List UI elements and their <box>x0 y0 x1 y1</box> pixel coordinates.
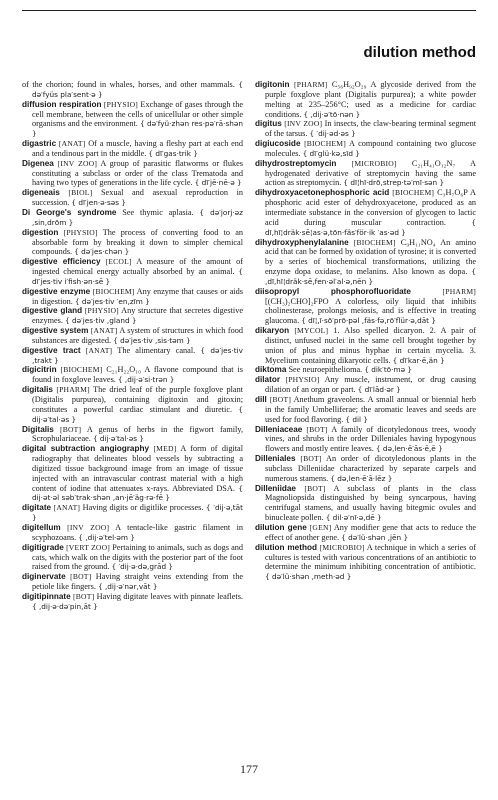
entry-field-label: [PHYSIO] <box>285 375 320 385</box>
dictionary-entry <box>22 257 243 287</box>
entry-definition: Any modifier gene that acts to reduce the effect of another gene. <box>265 522 476 542</box>
entry-pronunciation: { də′jorj·əz ,sin,drōm } <box>32 207 243 227</box>
entry-definition: Exchange of gases through the cell membrane, between the cells of unicellular or other simple organisms and the environment. <box>32 99 243 129</box>
dictionary-entry <box>22 425 243 445</box>
entry-pronunciation: { dī′jes·tiv i′fish·ən·sē } <box>32 267 243 286</box>
entry-headword: digitigrade <box>22 542 64 552</box>
entry-field-label: [ANAT] <box>85 345 113 355</box>
entry-headword: digitus <box>255 119 282 129</box>
entry-pronunciation: { ,dij·ə′nər,vāt } <box>97 582 158 592</box>
right-column <box>255 80 476 700</box>
dictionary-entry <box>22 287 243 307</box>
entry-headword: Dilleniaceae <box>255 424 303 434</box>
entry-field-label: [BOT] <box>59 424 82 434</box>
entry-field-label: [BOT] <box>70 572 92 582</box>
dictionary-entry <box>255 484 476 523</box>
entry-definition: C₃H₇O₆P A phosphoric acid ester of dehydroxyacetone, produced as an intermediate substance in the conversion of glycogen to lactic acid during muscular contraction. <box>265 188 476 227</box>
dictionary-entry <box>22 326 243 346</box>
dictionary-entry <box>255 287 476 326</box>
entry-definition: C₂₁H₂₂O₁₀ A flavone compound that is found in foxglove leaves. <box>32 365 243 385</box>
entry-pronunciation: { də,len·ē′ā·lēz } <box>330 473 393 483</box>
dictionary-entry <box>22 572 243 592</box>
entry-pronunciation: { dī′gas·trik } <box>148 148 198 158</box>
entry-headword: digeneais <box>22 188 60 198</box>
entry-field-label: [PHARM] <box>293 80 328 89</box>
entry-field-label: [BIOCHEM] <box>60 365 103 375</box>
entry-definition: Any muscle, instrument, or drug causing dilation of an organ or part. <box>265 375 476 395</box>
entry-definition: A family of dicotyledonous trees, woody vines, and shrubs in the order Dilleniales having hypogynous flowers and mostly entire leaves. <box>265 424 476 454</box>
entry-field-label: [PHARM] <box>442 286 476 296</box>
dictionary-entry <box>255 188 476 237</box>
entry-field-label: [BIOCHEM] <box>353 237 396 247</box>
dictionary-entry <box>22 444 243 503</box>
dictionary-entry <box>22 228 243 258</box>
entry-definition: The alimentary canal. <box>117 345 196 355</box>
entry-definition: In insects, the claw-bearing terminal segment of the tarsus. <box>265 119 476 139</box>
dictionary-entry <box>255 523 476 543</box>
entry-pronunciation: { də′fyüs pla′sent·ə } <box>32 80 243 99</box>
entry-headword: diisopropyl phosphorofluoridate <box>255 286 411 296</box>
entry-pronunciation: { də′lü·shən ,meth·əd } <box>265 572 352 582</box>
entry-field-label: [INV ZOO] <box>284 119 323 129</box>
entry-pronunciation: { ,dij·ə′tō·nən } <box>303 109 361 119</box>
entry-definition: The process of converting food to an absorbable form by breaking it down to simpler chemical compounds. <box>32 227 243 257</box>
entry-definition: An order of dicotyledonous plants in the subclass Dilleniidae characterized by separate carpels and numerous stamens. <box>265 454 476 483</box>
entry-headword: Di George's syndrome <box>22 207 117 217</box>
entry-pronunciation: { dī¦hī·drō,strep·tə′mī·sən } <box>343 178 445 188</box>
entry-headword: Digenea <box>22 158 54 168</box>
entry-pronunciation: { də′jes·tiv ,trakt } <box>32 345 243 365</box>
entry-field-label: [INV ZOO] <box>57 158 98 168</box>
entry-headword: digitate <box>22 503 52 513</box>
entry-pronunciation: { də′jes·chən } <box>74 247 130 257</box>
entry-pronunciation: { dī,hī¦dräk·sē¦as·ə,tōn·fäs′för·ik ′as·əd } <box>265 217 476 237</box>
entry-field-label: [BIOCHEM] <box>92 286 135 296</box>
entry-definition: Anethum graveolens. A small annual or biennial herb in the family Umbelliferae; the aromatic leaves and seeds are used for food flavoring. <box>265 395 476 424</box>
entry-definition: A genus of herbs in the figwort family, Scrophulariaceae. <box>32 424 243 444</box>
entry-headword: digitipinnate <box>22 591 71 601</box>
entry-field-label: [BIOCHEM] <box>304 139 346 149</box>
dictionary-entry <box>22 523 243 543</box>
entry-headword: digitonin <box>255 80 290 89</box>
dictionary-entry <box>255 454 476 484</box>
entry-pronunciation: { dī′jē·nē·ə } <box>194 178 242 188</box>
dictionary-entry <box>22 80 243 100</box>
entry-pronunciation: { də′jes·tiv ,sis·təm } <box>113 335 191 345</box>
entry-field-label: [ANAT] <box>58 139 86 149</box>
header-rule <box>22 10 476 11</box>
entry-pronunciation: { dī′kar·ē,än } <box>392 355 445 365</box>
entry-headword: dilator <box>255 375 281 385</box>
entry-field-label: [ANAT] <box>90 326 118 336</box>
entry-pronunciation: { dī′jen·ə·səs } <box>71 198 127 208</box>
entry-pronunciation: { dij·ə′tal·əs } <box>92 434 144 444</box>
left-column <box>22 80 243 700</box>
entry-field-label: [BOT] <box>269 395 292 404</box>
entry-field-label: [MICROBIO] <box>351 158 397 168</box>
entry-headword: digitellum <box>22 522 61 532</box>
entry-pronunciation: { dī¦,ī·sō′prō·pəl ,fäs·fə,rō′flür·ə,dāt } <box>301 316 437 326</box>
dictionary-entry <box>22 159 243 189</box>
entry-field-label: [BOT] <box>304 483 326 493</box>
dictionary-entry <box>255 543 476 582</box>
page-body <box>22 80 476 700</box>
dictionary-entry <box>22 365 243 385</box>
entry-pronunciation: { dij·ət·əl səb′trak·shən ,an·jē′äg·rə·fē } <box>32 483 243 503</box>
entry-field-label: [INV ZOO] <box>67 522 110 532</box>
entry-definition: Having digitate leaves with pinnate leaflets. <box>96 591 243 601</box>
entry-pronunciation: { ,dij·ə′tel·əm } <box>78 532 135 542</box>
entry-definition: [(CH₃)₂CHO]₂FPO A colorless, oily liquid that inhibits cholinesterase, prolongs meiosis, and is effective in treating glaucoma. <box>265 296 476 326</box>
entry-headword: dilution gene <box>255 522 307 532</box>
entry-definition: See thymic aplasia. <box>122 207 194 217</box>
entry-pronunciation: { ,dij·ə′si·trən } <box>117 375 175 385</box>
entry-headword: diginervate <box>22 572 66 582</box>
entry-definition: Any enzyme that causes or aids in digestion. <box>32 286 243 306</box>
entry-definition: 1. Also spelled dicaryon. 2. A pair of distinct, unfused nuclei in the same cell brought together by union of plus and minus hyphae in certain mycelia. 3. Mycelium containing dikaryotic cells. <box>265 326 476 365</box>
entry-headword: dill <box>255 395 267 404</box>
dictionary-entry <box>22 100 243 139</box>
entry-definition: A measure of the amount of ingested chemical energy actually absorbed by an animal. <box>32 257 243 277</box>
entry-headword: Dilleniidae <box>255 483 296 493</box>
dictionary-entry <box>22 592 243 612</box>
dictionary-entry <box>255 119 476 139</box>
entry-pronunciation: { də′lü·shən ,jēn } <box>341 532 409 542</box>
entry-field-label: [PHARM] <box>56 385 90 395</box>
entry-field-label: [MYCOL] <box>294 326 329 336</box>
entry-pronunciation: { dij·ə′tal·əs } <box>32 404 243 424</box>
entry-headword: digastric <box>22 139 57 149</box>
entry-definition: Pertaining to animals, such as dogs and cats, which walk on the digits with the posterior part of the foot raised from the ground. <box>32 542 243 572</box>
entry-definition: Having straight veins extending from the petiole like fingers. <box>32 572 243 592</box>
dictionary-entry <box>255 139 476 159</box>
entry-headword: diktoma <box>255 365 287 375</box>
entry-field-label: [BIOL] <box>68 188 93 198</box>
entry-pronunciation: { dī′glü·kə,sīd } <box>302 148 360 158</box>
entry-pronunciation: { ′dij·əd·əs } <box>309 129 356 139</box>
entry-headword: digestion <box>22 227 59 237</box>
entry-field-label: [ECOL] <box>105 257 132 267</box>
entry-field-label: [BOT] <box>300 454 322 464</box>
entry-pronunciation: { də′jes·tiv ,gland } <box>65 316 137 326</box>
entry-definition: A subclass of plants in the class Magnoliopsida distinguished by being syncarpous, having centrifugal stamens, and usually having bitegmic ovules and binucleate pollen. <box>265 483 476 523</box>
entry-definition: C₉H₁₁NO₄ An amino acid that can be formed by oxidation of tyrosine; it is converted by a series of biochemical transformations, utilizing the enzyme dopa oxidase, to melanins. Also known as dopa. <box>265 237 476 277</box>
entry-pronunciation: { də′fyü·zhən res·pə′rā·shən } <box>32 119 243 139</box>
dictionary-entry <box>255 375 476 395</box>
dictionary-entry <box>22 139 243 159</box>
entry-field-label: [MED] <box>153 444 177 454</box>
entry-pronunciation: { ′dij·ə·də,grād } <box>111 562 174 572</box>
entry-definition: A form of digital radiography that delineates blood vessels by subtracting a digitized tissue background image from an image of tissue injected with an intravascular contrast material with a high content of iodine that attenuates x-rays. Abbreviated DSA. <box>32 444 243 493</box>
entry-field-label: [PHYSIO] <box>63 227 98 237</box>
entry-field-label: [PHYSIO] <box>84 306 119 316</box>
entry-headword: digestive efficiency <box>22 257 101 267</box>
entry-definition: Any structure that secretes digestive enzymes. <box>32 306 243 326</box>
entry-definition: See neuroepithelioma. <box>288 365 363 375</box>
entry-pronunciation: { ′dij·ə,tāt } <box>32 503 243 523</box>
dictionary-entry <box>22 188 243 208</box>
entry-pronunciation: { də,len·ē′ās·ē,ē } <box>375 444 443 454</box>
entry-definition: Sexual and asexual reproduction in succession. <box>32 188 243 208</box>
running-head: dilution method <box>363 44 476 61</box>
dictionary-entry <box>255 365 476 375</box>
entry-pronunciation: { dil·ə′nī·ə,dē } <box>325 513 382 523</box>
dictionary-entry <box>255 326 476 365</box>
entry-definition: A technique in which a series of cultures is tested with various concentrations of an antibiotic to determine the minimum inhibiting concentration of antibiotic. <box>265 542 476 572</box>
entry-pronunciation: { dī′lād·ər } <box>357 385 401 395</box>
entry-pronunciation: { ,dij·ə·də′pin,āt } <box>32 601 98 611</box>
entry-definition: of the chorion; found in whales, horses, and other mammals. <box>22 80 235 89</box>
entry-headword: dikaryon <box>255 326 290 336</box>
entry-headword: Digitalis <box>22 424 54 434</box>
dictionary-entry <box>255 395 476 425</box>
dictionary-entry <box>22 543 243 573</box>
entry-field-label: [GEN] <box>309 522 332 532</box>
entry-headword: Dilleniales <box>255 454 296 464</box>
dictionary-entry <box>22 346 243 366</box>
entry-headword: digestive tract <box>22 345 81 355</box>
entry-headword: digestive system <box>22 326 89 336</box>
entry-headword: dihydroxyacetonephosphoric acid <box>255 188 390 198</box>
entry-headword: dilution method <box>255 542 317 552</box>
entry-definition: A group of parasitic flatworms or flukes constituting a subclass or order of the class Trematoda and having two types of generations in the life cycle. <box>32 158 243 188</box>
entry-pronunciation: { də′jes·tiv ′en,zīm } <box>74 296 150 306</box>
entry-headword: digestive gland <box>22 306 83 316</box>
entry-headword: digestive enzyme <box>22 286 91 296</box>
dictionary-entry <box>255 238 476 287</box>
entry-definition: C₅₆H₉₂O₂₉ A glycoside derived from the purple foxglove plant (Digitalis purpurea); a white powder melting at 235–256°C; used as a medicine for cardiac conditions. <box>265 80 476 119</box>
entry-definition: A system of structures in which food substances are digested. <box>32 326 243 345</box>
entry-headword: dihydroxyphenylalanine <box>255 237 349 247</box>
entry-field-label: [BOT] <box>73 591 95 601</box>
entry-definition: Of a muscle, having a fleshy part at each end and a tendinous part in the middle. <box>32 139 243 158</box>
dictionary-entry <box>22 306 243 326</box>
entry-definition: The dried leaf of the purple foxglove plant (Digitalis purpurea), containing digitoxin and gitoxin; constitutes a powerful cardiac stimulant and diuretic. <box>32 385 243 414</box>
entry-definition: A compound containing two glucose molecules. <box>265 139 476 158</box>
page-number: 177 <box>240 762 258 776</box>
entry-pronunciation: { dik′tō·mə } <box>364 365 413 375</box>
entry-headword: digital subtraction angiography <box>22 444 150 454</box>
entry-field-label: [ANAT] <box>53 503 81 513</box>
entry-field-label: [PHYSIO] <box>103 99 138 109</box>
entry-definition: A tentacle-like gastric filament in scyphozoans. <box>32 522 243 542</box>
entry-field-label: [BIOCHEM] <box>392 188 435 198</box>
entry-headword: digicitrin <box>22 365 57 375</box>
dictionary-entry <box>22 208 243 228</box>
dictionary-entry <box>22 385 243 424</box>
dictionary-entry <box>255 425 476 455</box>
entry-definition: C₂₁H₄₁O₁₂N₇ A hydrogenated derivative of streptomycin having the same action as streptomycin. <box>265 158 476 188</box>
dictionary-entry <box>255 80 476 119</box>
entry-field-label: [VERT ZOO] <box>66 542 111 552</box>
entry-definition: Having digits or digitlike processes. <box>82 503 204 513</box>
dictionary-entry <box>22 503 243 523</box>
entry-headword: dihydrostreptomycin <box>255 158 337 168</box>
entry-headword: digiucoside <box>255 139 301 149</box>
entry-headword: digitalis <box>22 385 53 395</box>
entry-field-label: [MICROBIO] <box>319 542 365 552</box>
entry-pronunciation: { ,dī,hī¦dräk·sē,fen·əl′al·ə,nēn } <box>265 267 476 286</box>
entry-headword: diffusion respiration <box>22 99 102 109</box>
entry-pronunciation: { dil } <box>345 414 369 424</box>
dictionary-entry <box>255 159 476 189</box>
entry-field-label: [BOT] <box>306 424 328 434</box>
